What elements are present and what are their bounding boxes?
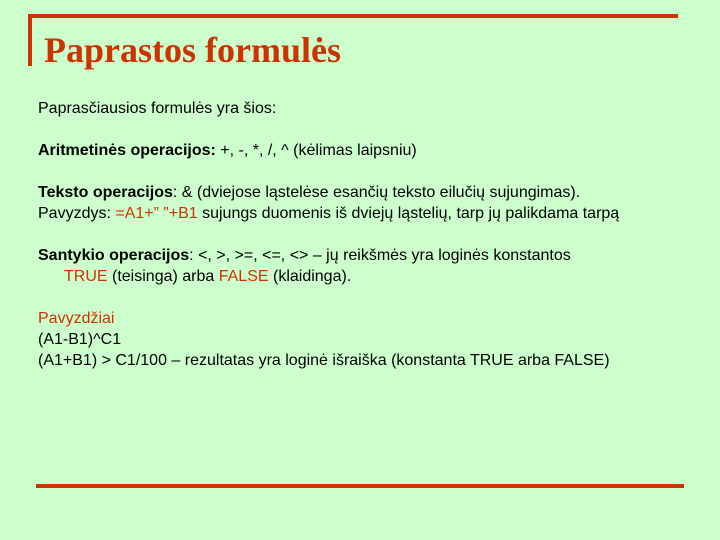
relation-label: Santykio operacijos xyxy=(38,247,190,264)
true-description: (teisinga) arba xyxy=(107,268,219,285)
arithmetic-operations xyxy=(38,140,708,161)
relation-text: : <, >, >=, <=, <> – jų reikšmės yra loginės konstantos xyxy=(189,247,571,264)
example-prefix: Pavyzdys: xyxy=(38,205,116,222)
text-ops-label: Teksto operacijos xyxy=(38,184,173,201)
false-constant: FALSE xyxy=(218,268,269,285)
examples-heading: Pavyzdžiai xyxy=(38,310,115,327)
arithmetic-text: +, -, *, /, ^ (kėlimas laipsniu) xyxy=(215,142,417,159)
title-left-rule xyxy=(28,14,32,66)
example-line-1: (A1-B1)^C1 xyxy=(38,331,122,348)
text-ops-text: : & (dviejose ląstelėse esančių teksto eilučių sujungimas). xyxy=(172,184,581,201)
text-operations xyxy=(38,182,708,224)
example-formula: =A1+” ”+B1 xyxy=(115,205,198,222)
relation-operations xyxy=(38,245,708,287)
slide-body xyxy=(38,98,708,371)
intro-text: Paprasčiausios formulės yra šios: xyxy=(38,100,277,117)
title-top-rule xyxy=(28,14,678,18)
example-line-2: (A1+B1) > C1/100 – rezultatas yra loginė išraiška (konstanta TRUE arba FALSE) xyxy=(38,352,610,369)
slide-title: Paprastos formulės xyxy=(44,30,341,70)
examples-block xyxy=(38,308,708,371)
example-rest: sujungs duomenis iš dviejų ląstelių, tarp jų palikdama tarpą xyxy=(197,205,620,222)
footer-rule xyxy=(36,484,684,488)
false-description: (klaidinga). xyxy=(268,268,352,285)
arithmetic-label: Aritmetinės operacijos: xyxy=(38,142,216,159)
true-constant: TRUE xyxy=(64,268,108,285)
